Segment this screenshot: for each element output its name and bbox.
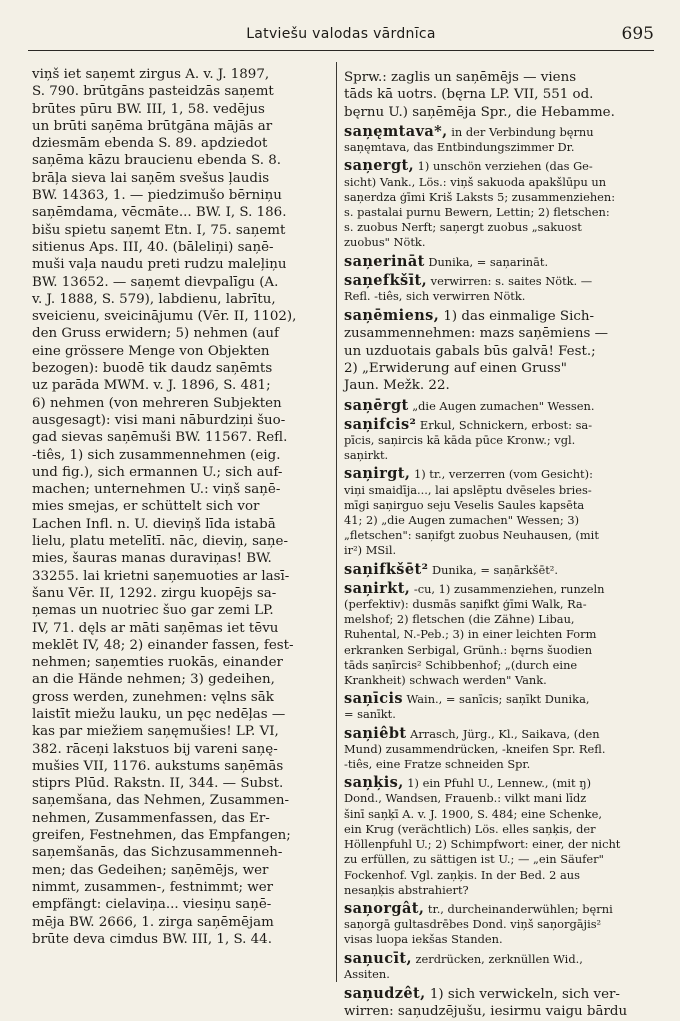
definition-text: 1) tr., verzerren (vom Gesicht): bbox=[410, 467, 593, 482]
entry-first-line bbox=[344, 158, 654, 174]
text-line: Krankheit) schwach werden" Vank. bbox=[344, 673, 547, 688]
text-line: Mund) zusammendrücken, -kneifen Spr. Refl. bbox=[344, 741, 606, 756]
definition-text: -cu, 1) zusammenziehen, runzeln bbox=[410, 581, 605, 596]
entry-first-line bbox=[344, 775, 654, 791]
text-line: ausgesagt): visi mani nāburdziņi šuo- bbox=[32, 412, 286, 428]
dictionary-entry bbox=[344, 581, 654, 688]
text-line: šinī saņķī A. v. J. 1900, S. 484; eine Schenke, bbox=[344, 806, 602, 821]
text-line: mušies VII, 1176. aukstums saņēmās bbox=[32, 758, 284, 774]
text-line: zuobus" Nötk. bbox=[344, 235, 426, 250]
text-line: s. pastalai purnu Bewern, Lettin; 2) fletschen: bbox=[344, 204, 610, 219]
definition-text: 1) unschön verziehen (das Ge- bbox=[414, 159, 593, 174]
headword: saņefkšīt, bbox=[344, 271, 428, 289]
definition-text: 1) sich verwickeln, sich ver- bbox=[425, 986, 620, 1002]
entry-first-line bbox=[344, 901, 654, 917]
dictionary-entry bbox=[344, 307, 654, 394]
dictionary-entry bbox=[344, 417, 654, 464]
page-number: 695 bbox=[621, 24, 654, 44]
text-line: Dond., Wandsen, Frauenb.: vilkt mani līdz bbox=[344, 791, 587, 806]
text-line: (perfektiv): dusmās saņifkt ģīmi Walk, Ra- bbox=[344, 597, 587, 612]
headword: saņifkšēt² bbox=[344, 560, 429, 578]
entry-first-line bbox=[344, 951, 654, 967]
definition-text: 1) ein Pfuhl U., Lennew., (mit ŋ) bbox=[403, 776, 592, 791]
headword: saņirkt, bbox=[344, 579, 411, 597]
text-line: -tiês, eine Fratze schneiden Spr. bbox=[344, 757, 531, 772]
dictionary-entry bbox=[344, 562, 654, 578]
entry-first-line bbox=[344, 466, 654, 482]
entry-first-line bbox=[344, 307, 654, 325]
text-line: men; das Gedeihen; saņēmējs, wer bbox=[32, 862, 269, 878]
definition-text: Dunika, = saņarināt. bbox=[424, 254, 549, 269]
dictionary-entry bbox=[344, 775, 654, 898]
text-line: empfängt: cielaviņa... viesiņu saņē- bbox=[32, 897, 272, 913]
headword: saņucīt, bbox=[344, 949, 412, 967]
text-line: saņerdza ģīmi Kriš Laksts 5; zusammenziehen: bbox=[344, 189, 616, 204]
text-line: tāds saņīrcis² Schibbenhof; „(durch eine bbox=[344, 657, 578, 672]
headword: saņęmtava*, bbox=[344, 122, 448, 140]
dictionary-entry bbox=[344, 466, 654, 558]
column-divider bbox=[336, 62, 337, 982]
right-column bbox=[344, 66, 654, 1020]
text-line: -tiês, 1) sich zusammennehmen (eig. bbox=[32, 447, 281, 463]
text-line: saņemšana, das Nehmen, Zusammen- bbox=[32, 793, 290, 809]
text-line: nehmen; saņemties ruokās, einander bbox=[32, 655, 283, 671]
definition-text: 1) das einmalige Sich- bbox=[439, 309, 595, 325]
text-line: den Gruss erwidern; 5) nehmen (auf bbox=[32, 326, 279, 342]
entry-first-line bbox=[344, 417, 654, 433]
dictionary-entry bbox=[344, 951, 654, 982]
text-line: ein Krug (verächtlich) Lös. elles saņķis, der bbox=[344, 821, 596, 836]
text-line: pīcis, saņircis kā kāda pūce Kronw.; vgl. bbox=[344, 433, 576, 448]
text-line: gad sievas saņēmuši BW. 11567. Refl. bbox=[32, 430, 288, 446]
text-line: BW. 14363, 1. — piedzimušo bērniņu bbox=[32, 188, 282, 204]
text-line: nesaņķis abstrahiert? bbox=[344, 882, 469, 897]
text-line: viņi smaidīja..., lai apslēptu dvēseles bries- bbox=[344, 482, 592, 497]
entry-first-line bbox=[344, 254, 654, 270]
text-line: šanu Vēr. II, 1292. zirgu kuopējs sa- bbox=[32, 585, 277, 601]
text-line: saņēmdama, vēcmāte... BW. I, S. 186. bbox=[32, 205, 287, 221]
text-line: Ruhental, N.-Peb.; 3) in einer leichten Form bbox=[344, 627, 597, 642]
text-line: bišu spietu saņemt Etn. I, 75. saņemt bbox=[32, 222, 286, 238]
text-line: melshof; 2) fletschen (die Zähne) Libau, bbox=[344, 612, 575, 627]
text-line: sitienus Aps. III, 40. (bāleliņi) saņē- bbox=[32, 239, 274, 255]
dictionary-entry bbox=[344, 901, 654, 948]
text-line: Höllenpfuhl U.; 2) Schimpfwort: einer, der nicht bbox=[344, 837, 621, 852]
text-line: un uzduotais gabals būs galvā! Fest.; bbox=[344, 343, 596, 359]
text-line: 382. rāceņi lakstuos bij vareni saņę- bbox=[32, 741, 278, 757]
text-line: Sprw.: zaglis un saņēmējs — viens bbox=[344, 70, 577, 85]
text-line: stiprs Plūd. Rakstn. II, 344. — Subst. bbox=[32, 776, 284, 792]
text-line: ņemas un nuotriec šuo gar zemi LP. bbox=[32, 603, 274, 619]
entry-first-line bbox=[344, 581, 654, 597]
entry-first-line bbox=[344, 985, 654, 1003]
entry-first-line bbox=[344, 562, 654, 578]
text-line: saņirkt. bbox=[344, 448, 389, 463]
definition-text: Wain., = sanīcis; saņīkt Dunika, bbox=[402, 692, 590, 707]
dictionary-entry bbox=[344, 69, 654, 121]
text-line: wirren: saņudzējušu, iesirmu vaigu bārdu bbox=[344, 1004, 628, 1020]
definition-text: Arrasch, Jürg., Kl., Saikava, (den bbox=[406, 726, 600, 741]
text-line: brūte deva cimdus BW. III, 1, S. 44. bbox=[32, 931, 272, 947]
headword: saņirgt, bbox=[344, 465, 411, 483]
text-line: Jaun. Mežk. 22. bbox=[344, 378, 450, 394]
entry-first-line bbox=[344, 398, 654, 414]
text-line: zu erfüllen, zu sättigen ist U.; — „ein Säufer" bbox=[344, 852, 604, 867]
definition-text: tr., durcheinanderwühlen; bęrni bbox=[424, 901, 613, 916]
text-line: saņemšanās, das Sichzusammenneh- bbox=[32, 845, 283, 861]
headword: saņērgt bbox=[344, 396, 409, 414]
text-line: nimmt, zusammen-, festnimmt; wer bbox=[32, 879, 274, 895]
text-line: „fletschen": saņifgt zuobus Neuhausen, (mit bbox=[344, 528, 599, 543]
text-line: saņorgā gultasdrēbes Dond. viņš saņorgājis² bbox=[344, 917, 602, 932]
definition-text: zerdrücken, zerknüllen Wid., bbox=[411, 951, 583, 966]
text-line: visas luopa iekšas Standen. bbox=[344, 932, 503, 947]
text-line: v. J. 1888, S. 579), labdienu, labrītu, bbox=[32, 291, 276, 307]
dictionary-entry bbox=[344, 124, 654, 155]
text-line: ir²) MSil. bbox=[344, 543, 397, 558]
text-line: 2) „Erwiderung auf einen Gruss" bbox=[344, 361, 567, 377]
text-line: s. zuobus Nerft; saņergt zuobus „sakuost bbox=[344, 220, 582, 235]
dictionary-entry bbox=[344, 398, 654, 414]
text-line: muši vaļa naudu preti rudzu maleļiņu bbox=[32, 257, 287, 273]
text-line: mēja BW. 2666, 1. zirga saņēmējam bbox=[32, 914, 274, 930]
text-line: sveicienu, sveicinājumu (Vēr. II, 1102), bbox=[32, 309, 297, 325]
entry-first-line bbox=[344, 273, 654, 289]
text-line: lielu, platu metelītī. nāc, dieviņ, saņe- bbox=[32, 534, 288, 550]
text-line: = sanīkt. bbox=[344, 707, 396, 722]
text-line: mies smejas, er schüttelt sich vor bbox=[32, 499, 260, 515]
headword: saņīcis bbox=[344, 690, 403, 708]
text-line: Assiten. bbox=[344, 966, 390, 981]
dictionary-entry bbox=[344, 273, 654, 304]
text-line: an die Hände nehmen; 3) gedeihen, bbox=[32, 672, 275, 688]
text-line: greifen, Festnehmen, das Empfangen; bbox=[32, 828, 291, 844]
headword: saņiêbt bbox=[344, 724, 407, 742]
running-title: Latviešu valodas vārdnīca bbox=[246, 26, 436, 42]
definition-text: Dunika, = saņārkšēt². bbox=[428, 562, 558, 577]
text-line: kas par miežiem saņęmušies! LP. VI, bbox=[32, 724, 279, 740]
headword: saņudzêt, bbox=[344, 984, 426, 1002]
text-line: brūtes pūru BW. III, 1, 58. vedējus bbox=[32, 101, 265, 117]
headword: saņorgât, bbox=[344, 899, 425, 917]
left-column bbox=[32, 66, 328, 986]
dictionary-entry bbox=[344, 254, 654, 270]
text-line: erkranken Serbigal, Grünh.: bęrns šuodien bbox=[344, 642, 593, 657]
text-line: meklēt IV, 48; 2) einander fassen, fest- bbox=[32, 637, 294, 653]
text-line: saņęmtava, das Entbindungszimmer Dr. bbox=[344, 140, 575, 155]
headword: saņēmiens, bbox=[344, 307, 440, 325]
definition-text: „die Augen zumachen" Wessen. bbox=[408, 398, 595, 413]
headword: saņķis, bbox=[344, 774, 404, 792]
text-line: S. 790. brūtgāns pasteidzās saņemt bbox=[32, 84, 274, 100]
text-line: brāļa sieva lai saņēm svešus ļaudis bbox=[32, 170, 270, 186]
text-line: mīgi saņirguo seju Veselis Saules kapsēta bbox=[344, 497, 585, 512]
text-line: bezogen): buodē tik daudz saņēmts bbox=[32, 361, 273, 377]
dictionary-entry bbox=[344, 726, 654, 773]
entry-first-line bbox=[344, 124, 654, 140]
text-line: un brūti saņēma brūtgāna mājās ar bbox=[32, 118, 273, 134]
text-line: tāds kā uotrs. (bęrna LP. VII, 551 od. bbox=[344, 87, 594, 103]
text-line: 6) nehmen (von mehreren Subjekten bbox=[32, 395, 282, 411]
text-line: Fockenhof. Vgl. zaņķis. In der Bed. 2 aus bbox=[344, 867, 580, 882]
headword: saņergt, bbox=[344, 157, 415, 175]
headword: saņerināt bbox=[344, 252, 425, 270]
text-line: eine grössere Menge von Objekten bbox=[32, 343, 270, 359]
page-header bbox=[28, 22, 654, 51]
dictionary-entry bbox=[344, 985, 654, 1021]
text-line: viņš iet saņemt zirgus A. v. J. 1897, bbox=[32, 67, 270, 82]
text-line: machen; unternehmen U.: viņš saņē- bbox=[32, 482, 281, 498]
definition-text: verwirren: s. saites Nötk. — bbox=[427, 273, 593, 288]
text-line: gross werden, zunehmen: vęlns sāk bbox=[32, 689, 274, 705]
text-line: 41; 2) „die Augen zumachen" Wessen; 3) bbox=[344, 513, 580, 528]
text-line: IV, 71. dęls ar māti saņēmas iet tēvu bbox=[32, 620, 279, 636]
entry-first-line bbox=[344, 726, 654, 742]
text-line: BW. 13652. — saņemt dievpalīgu (A. bbox=[32, 274, 279, 290]
text-line: dziesmām ebenda S. 89. apdziedot bbox=[32, 136, 268, 152]
text-line: saņēma kāzu braucienu ebenda S. 8. bbox=[32, 153, 282, 169]
text-line: sicht) Vank., Lös.: viņš sakuoda apakšlūpu un bbox=[344, 174, 607, 189]
text-line: uz parāda MWM. v. J. 1896, S. 481; bbox=[32, 378, 271, 394]
text-line: mies, šauras manas duraviņas! BW. bbox=[32, 551, 272, 567]
text-line: nehmen, Zusammenfassen, das Er- bbox=[32, 810, 270, 826]
text-line: bęrnu U.) saņēmēja Spr., die Hebamme. bbox=[344, 104, 615, 120]
text-line: zusammennehmen: mazs saņēmiens — bbox=[344, 326, 608, 342]
text-line: und fig.), sich ermannen U.; sich auf- bbox=[32, 464, 283, 480]
headword: saņifcis² bbox=[344, 415, 417, 433]
text-line: laistīt miežu lauku, un pęc nedēļas — bbox=[32, 706, 286, 722]
definition-text: in der Verbindung bęrnu bbox=[447, 124, 594, 139]
entry-first-line bbox=[344, 691, 654, 707]
dictionary-entry bbox=[344, 158, 654, 250]
definition-text: Erkul, Schnickern, erbost: sa- bbox=[416, 417, 593, 432]
text-line: Lachen Infl. n. U. dieviņš līda istabā bbox=[32, 516, 276, 532]
text-line: 33255. lai krietni saņemuoties ar lasī- bbox=[32, 568, 290, 584]
text-line: Refl. -tiês, sich verwirren Nötk. bbox=[344, 288, 526, 303]
dictionary-entry bbox=[344, 691, 654, 722]
